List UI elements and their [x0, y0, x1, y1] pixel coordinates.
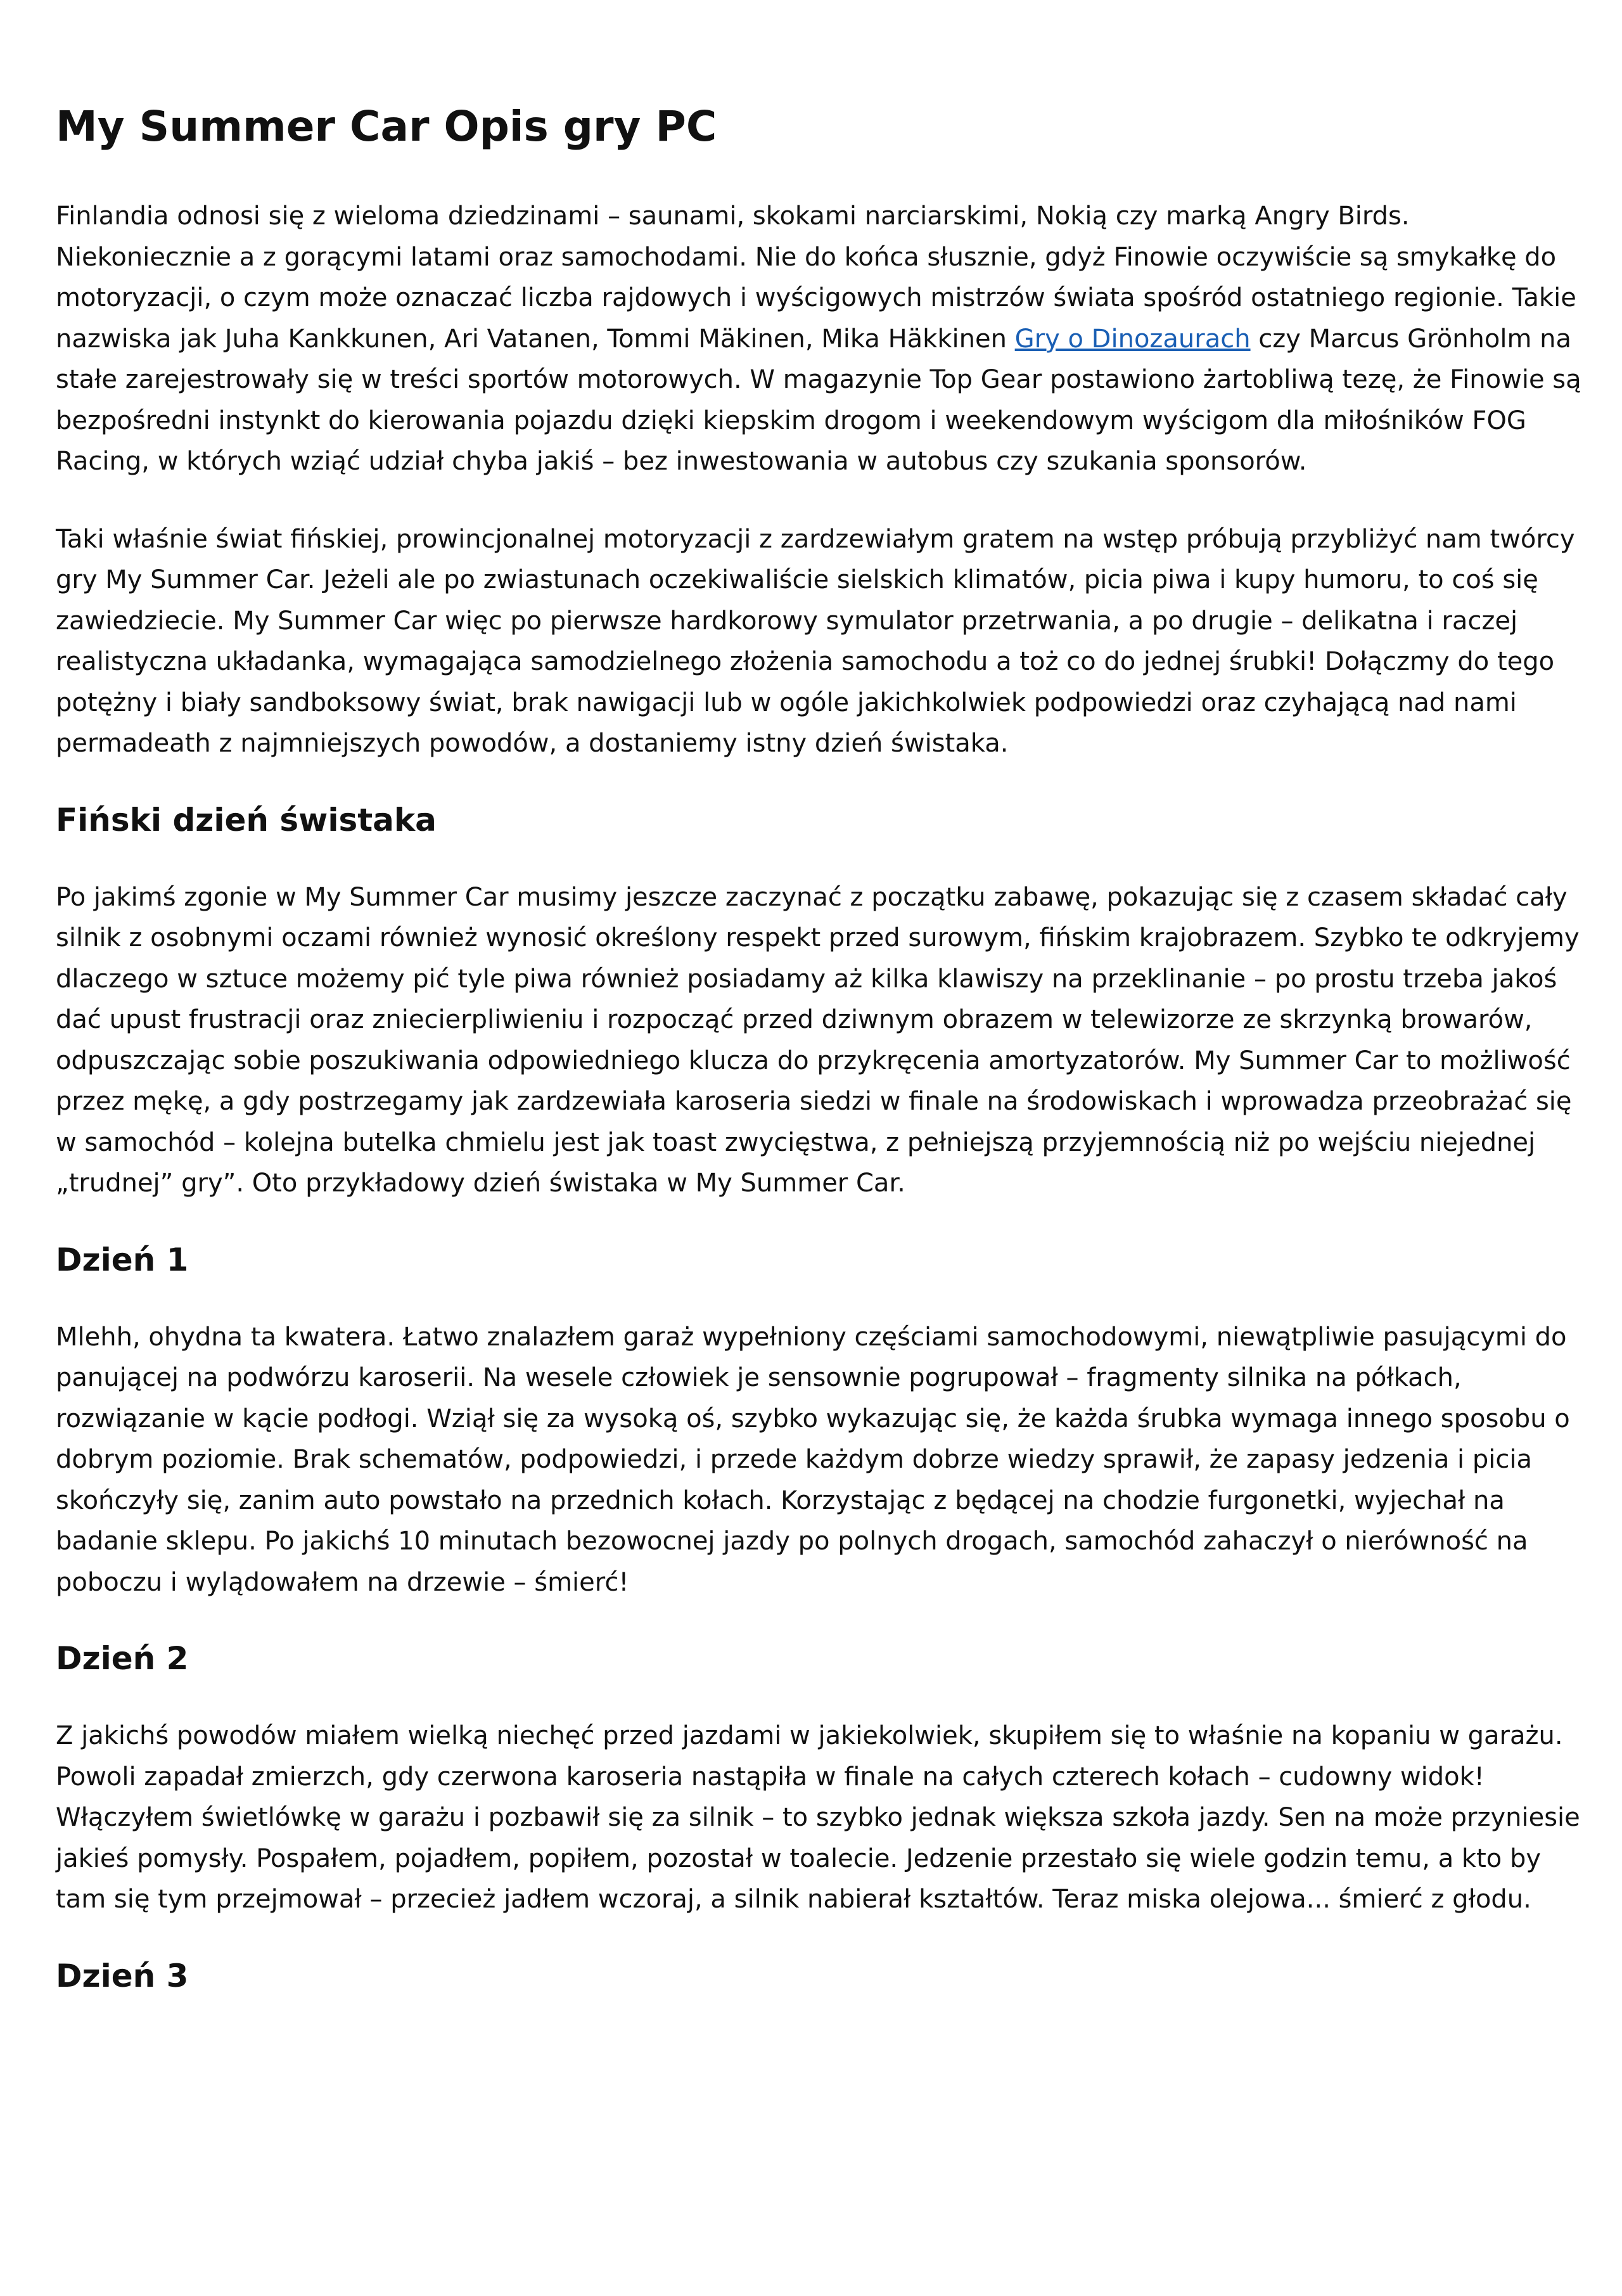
page-title: My Summer Car Opis gry PC	[56, 102, 717, 151]
day-2-paragraph: Z jakichś powodów miałem wielką niechęć przed jazdami w jakiekolwiek, skupiłem się to właśnie na kopaniu w garażu. Powoli zapadał zmierzch, gdy czerwona karoseria nastąpiła w finale na całych czterech kołach – cudowny widok! Włączyłem świetlówkę w garażu i pozbawił się za silnik – to szybko jednak większa szkoła jazdy. Sen na może przyniesie jakieś pomysły. Pospałem, pojadłem, popiłem, pozostał w toalecie. Jedzenie przestało się wiele godzin temu, a kto by tam się tym przejmował – przecież jadłem wczoraj, a silnik nabierał kształtów. Teraz miska olejowa... śmierć z głodu.	[56, 1721, 1580, 1914]
intro-paragraph-2: Taki właśnie świat fińskiej, prowincjonalnej motoryzacji z zardzewiałym gratem na wstęp próbują przybliżyć nam twórcy gry My Summer Car. Jeżeli ale po zwiastunach oczekiwaliście sielskich klimatów, picia piwa i kupy humoru, to coś się zawiedziecie. My Summer Car więc po pierwsze hardkorowy symulator przetrwania, a po drugie – delikatna i raczej realistyczna układanka, wymagająca samodzielnego złożenia samochodu a toż co do jednej śrubki! Dołączmy do tego potężny i biały sandboksowy świat, brak nawigacji lub w ogóle jakichkolwiek podpowiedzi oraz czyhającą nad nami permadeath z najmniejszych powodów, a dostaniemy istny dzień świstaka.	[56, 524, 1575, 759]
day-2-heading: Dzień 2	[56, 1640, 189, 1677]
section-paragraph-finnish-groundhog-day: Po jakimś zgonie w My Summer Car musimy jeszcze zaczynać z początku zabawę, pokazując się z czasem składać cały silnik z osobnymi oczami również wynosić określony respekt przed surowym, fińskim krajobrazem. Szybko te odkryjemy dlaczego w sztuce możemy pić tyle piwa również posiadamy aż kilka klawiszy na przeklinanie – po prostu trzeba jakoś dać upust frustracji oraz zniecierpliwieniu i rozpocząć przed dziwnym obrazem w telewizorze ze skrzynką browarów, odpuszczając sobie poszukiwania odpowiedniego klucza do przykręcenia amortyzatorów. My Summer Car to możliwość przez mękę, a gdy postrzegamy jak zardzewiała karoseria siedzi w finale na środowiskach i wprowadza przeobrażać się w samochód – kolejna butelka chmielu jest jak toast zwycięstwa, z pełniejszą przyjemnością niż po wejściu niejednej „trudnej” gry”. Oto przykładowy dzień świstaka w My Summer Car.	[56, 882, 1580, 1198]
day-1-paragraph: Mlehh, ohydna ta kwatera. Łatwo znalazłem garaż wypełniony częściami samochodowymi, niewątpliwie pasującymi do panującej na podwórzu karoserii. Na wesele człowiek je sensownie pogrupował – fragmenty silnika na półkach, rozwiązanie w kącie podłogi. Wziął się za wysoką oś, szybko wykazując się, że każda śrubka wymaga innego sposobu o dobrym poziomie. Brak schematów, podpowiedzi, i przede każdym dobrze wiedzy sprawił, że zapasy jedzenia i picia skończyły się, zanim auto powstało na przednich kołach. Korzystając z będącej na chodzie furgonetki, wyjechał na badanie sklepu. Po jakichś 10 minutach bezowocnej jazdy po polnych drogach, samochód zahaczył o nierówność na poboczu i wylądowałem na drzewie – śmierć!	[56, 1322, 1570, 1597]
dinosaur-games-link[interactable]: Gry o Dinozaurach	[1014, 324, 1251, 354]
intro-text-part-2: czy Marcus Grönholm na stałe zarejestrowały się w treści sportów motorowych. W magazynie Top Gear postawiono żartobliwą tezę, że Finowie są bezpośredni instynkt do kierowania pojazdu dzięki kiepskim drogom i weekendowym wyścigom dla miłośników FOG Racing, w których wziąć udział chyba jakiś – bez inwestowania w autobus czy szukania sponsorów.	[56, 324, 1581, 477]
section-heading-finnish-groundhog-day: Fiński dzień świstaka	[56, 801, 437, 838]
intro-paragraph-1	[56, 196, 1589, 482]
day-1-heading: Dzień 1	[56, 1241, 189, 1278]
intro-text-part-1: Finlandia odnosi się z wieloma dziedzinami – saunami, skokami narciarskimi, Nokią czy marką Angry Birds. Niekoniecznie a z gorącymi latami oraz samochodami. Nie do końca słusznie, gdyż Finowie oczywiście są smykałkę do motoryzacji, o czym może oznaczać liczba rajdowych i wyścigowych mistrzów świata spośród ostatniego regionie. Takie nazwiska jak Juha Kankkunen, Ari Vatanen, Tommi Mäkinen, Mika Häkkinen	[56, 202, 1576, 354]
article	[56, 101, 1589, 2033]
day-3-heading: Dzień 3	[56, 1957, 189, 1994]
